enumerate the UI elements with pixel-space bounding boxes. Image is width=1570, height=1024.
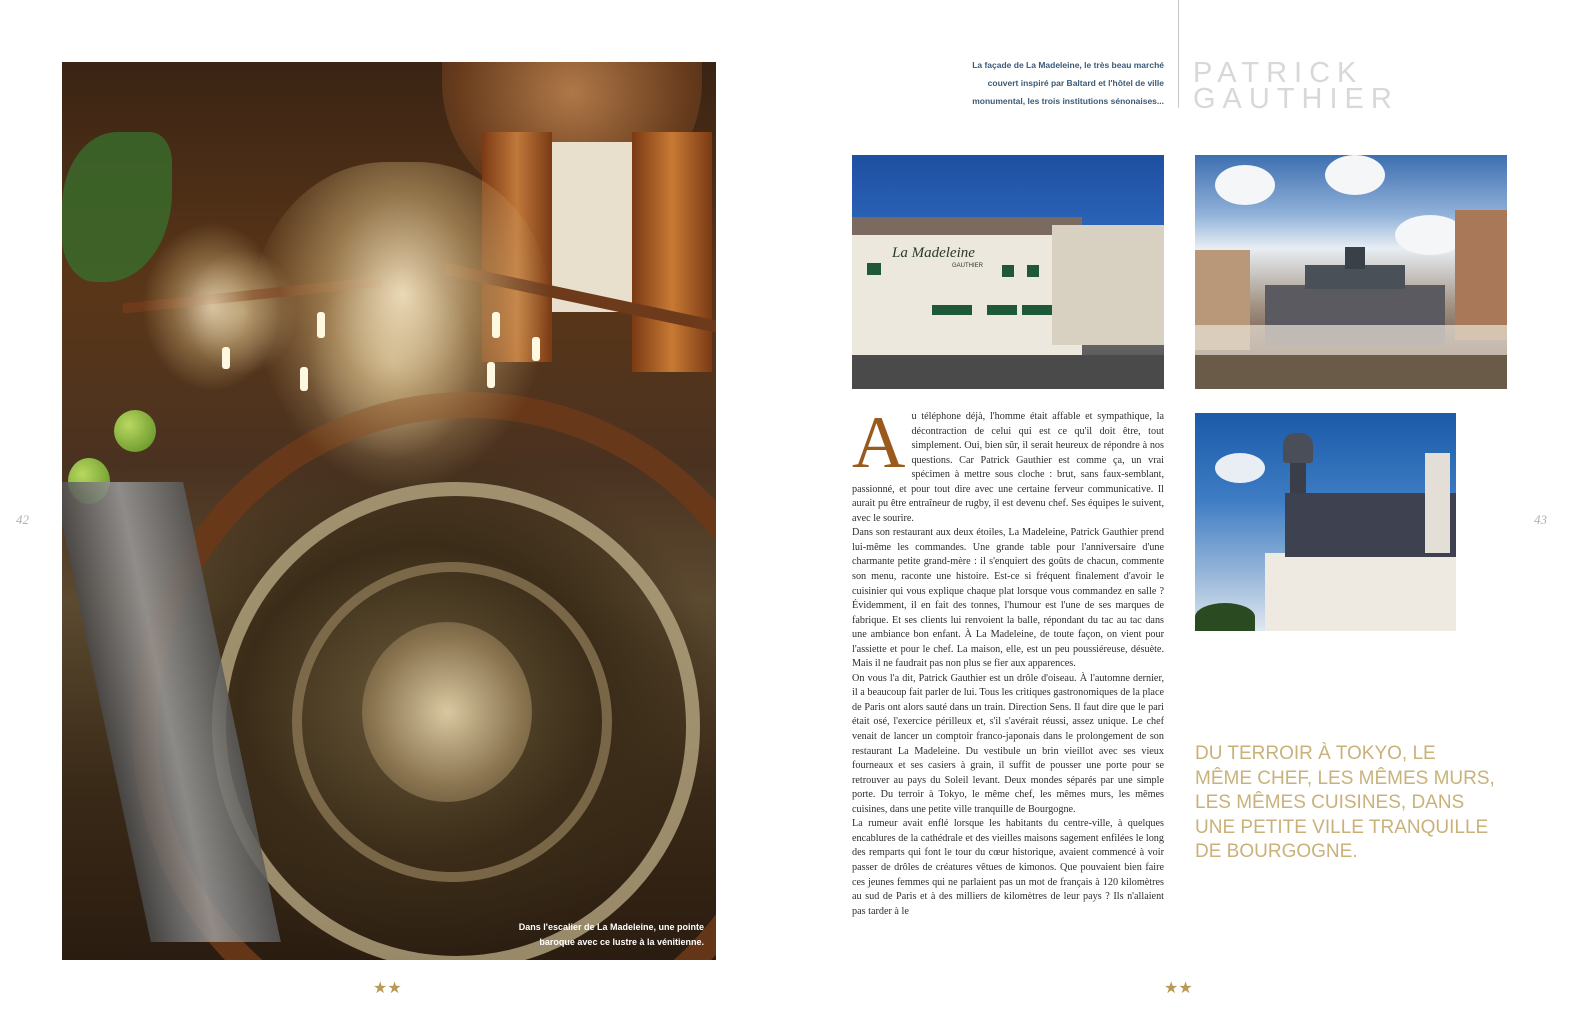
madeleine-sign: La Madeleine bbox=[892, 245, 975, 261]
title-line-1: PATRICK bbox=[1193, 57, 1364, 89]
title-divider bbox=[1178, 0, 1179, 108]
caption-line: La façade de La Madeleine, le très beau marché bbox=[972, 60, 1164, 70]
staircase-chandelier-photo bbox=[62, 62, 716, 960]
caption-line: Dans l'escalier de La Madeleine, une pointe bbox=[518, 922, 704, 932]
article-paragraph: La rumeur avait enflé lorsque les habitants du centre-ville, à quelques encablures de la cathédrale et des vieilles maisons sagement enfilées le long des remparts qui font le tour du cœur historique, avaient commencé à voir passer de drôles de créatures vêtues de kimonos. Que pouvaient bien faire ces jeunes femmes qui ne parlaient pas un mot de français à 120 kilomètres au sud de Paris et à des milliers de kilomètres de leur pays ? Ils n'allaient pas tarder à le bbox=[852, 818, 1164, 917]
pull-quote: DU TERROIR À TOKYO, LE MÊME CHEF, LES MÊMES MURS, LES MÊMES CUISINES, DANS UNE PETITE VILLE TRANQUILLE DE BOURGOGNE. bbox=[1195, 743, 1495, 862]
article-paragraph: u téléphone déjà, l'homme était affable et sympathique, la décontraction de celui qui est ce qu'il doit être, tout simplement. Oui, bien sûr, il serait heureux de répondre à nos questions. Car Patrick Gauthier est comme ça, un vrai spécimen à mettre sous cloche : brut, sans faux-semblant, passionné, et pour tout dire avec une certaine ferveur communicative. Il aurait pu être entraîneur de rugby, il est devenu chef. Ses équipes le suivent, avec le sourire. bbox=[852, 411, 1164, 524]
caption-line: monumental, les trois institutions sénonaises... bbox=[972, 96, 1164, 106]
star-ornament-left: ★★ bbox=[373, 980, 402, 997]
caption-line: baroque avec ce lustre à la vénitienne. bbox=[539, 937, 704, 947]
photo-caption-staircase bbox=[444, 920, 704, 950]
star-ornament-right: ★★ bbox=[1164, 980, 1193, 997]
page-number-right: 43 bbox=[1534, 512, 1547, 527]
page-number-left: 42 bbox=[16, 512, 29, 527]
city-hall-photo bbox=[1195, 413, 1456, 631]
drop-cap: A bbox=[852, 402, 906, 484]
article-paragraph: On vous l'a dit, Patrick Gauthier est un drôle d'oiseau. À l'automne dernier, il a beaucoup fait parler de lui. Tous les critiques gastronomiques de la place de Paris ont alors sauté dans un train. Direction Sens. Il faut dire que le pari était osé, l'exercice périlleux et, s'il s'avérait réussi, assez unique. Le chef venait de lancer un comptoir franco-japonais dans le prolongement de son restaurant La Madeleine. Du vestibule un brin vieillot avec ses vieux fourneaux et ses casiers à grain, il suffit de pousser une porte pour se retrouver au pays du Soleil levant. Deux mondes séparés par une simple porte. Du terroir à Tokyo, le même chef, les mêmes murs, les mêmes cuisines, dans une petite ville tranquille de Bourgogne. bbox=[852, 672, 1164, 815]
article-body bbox=[852, 402, 1164, 919]
madeleine-facade-photo bbox=[852, 155, 1164, 389]
covered-market-photo bbox=[1195, 155, 1507, 389]
photos-caption bbox=[930, 56, 1164, 110]
article-title bbox=[1193, 57, 1399, 115]
article-paragraph: Dans son restaurant aux deux étoiles, La Madeleine, Patrick Gauthier prend lui-même les commandes. Une grande table pour l'anniversaire d'une charmante petite grand-mère : il s'enquiert des goûts de chacun, commente son menu, raconte une histoire. Est-ce si fréquent finalement d'avoir le cuisinier qui vous explique chaque plat lorsque vous commandez en salle ? Évidemment, il en fait des tonnes, l'humour est l'une de ses marques de fabrique. Et ses clients lui renvoient la balle, répondant du tac au tac dans une ambiance bon enfant. À La Madeleine, de toute façon, on vient pour l'assiette et pour le chef. La maison, elle, est un peu poussiéreuse, désuète. Mais il ne faudrait pas non plus se fier aux apparences. bbox=[852, 527, 1164, 670]
caption-line: couvert inspiré par Baltard et l'hôtel de ville bbox=[987, 78, 1164, 88]
madeleine-sign-sub: GAUTHIER bbox=[952, 263, 984, 269]
title-line-2: GAUTHIER bbox=[1193, 83, 1399, 115]
